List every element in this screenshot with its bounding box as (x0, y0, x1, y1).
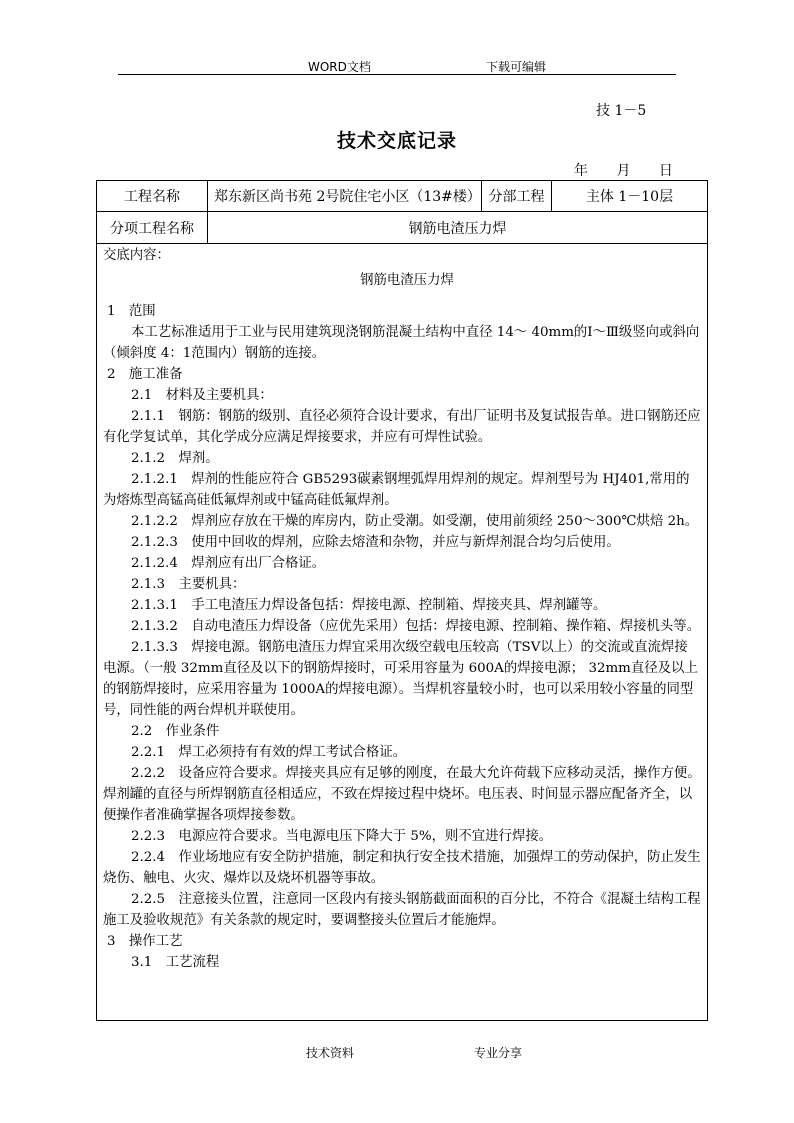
subsection-heading: 2.2 作业条件 (131, 724, 220, 739)
paragraph: 2.2.4 作业场地应有安全防护措施，制定和执行安全技术措施，加强焊工的劳动保护，防止发生烧伤、触电、火灾、爆炸以及烧坏机器等事故。 (103, 850, 701, 886)
date-year: 年 (574, 163, 588, 179)
subsection-heading: 2.1.2 焊剂。 (131, 451, 219, 466)
table-row-subproject (97, 212, 707, 244)
paragraph: 2.1.2.1 焊剂的性能应符合 GB5293碳素钢埋弧焊用焊剂的规定。焊剂型号为 HJ401,常用的为熔炼型高锰高硅低氟焊剂或中锰高硅低氟焊剂。 (103, 472, 690, 508)
paragraph: 2.1.2.3 使用中回收的焊剂，应除去熔渣和杂物，并应与新焊剂混合均匀后使用。 (131, 535, 620, 550)
section-heading: 2 施工准备 (107, 367, 183, 382)
header-rule (118, 74, 676, 75)
date-day: 日 (658, 163, 673, 179)
footer-left-text: 技术资料 (306, 1046, 355, 1060)
content-heading: 钢筋电渣压力焊 (360, 273, 454, 288)
date-month: 月 (616, 163, 631, 179)
page-header (0, 58, 794, 74)
paragraph: 2.2.5 注意接头位置，注意同一区段内有接头钢筋截面面积的百分比，不符合《混凝土结构工程施工及验收规范》有关条款的规定时，要调整接头位置后才能施焊。 (103, 892, 701, 928)
paragraph: 2.1.2.2 焊剂应存放在干燥的库房内，防止受潮。如受潮，使用前须经 250～300℃烘焙 2h。 (131, 514, 699, 529)
subsection-heading: 2.1.3 主要机具： (131, 577, 246, 592)
paragraph: 本工艺标准适用于工业与民用建筑现浇钢筋混凝土结构中直径 14～ 40mm的Ⅰ～Ⅲ级竖向或斜向（倾斜度 4：1范围内）钢筋的连接。 (103, 325, 700, 361)
date-line (574, 160, 687, 180)
subproject-value: 钢筋电渣压力焊 (207, 212, 707, 243)
paragraph: 2.2.1 焊工必须持有有效的焊工考试合格证。 (131, 745, 407, 760)
paragraph: 2.1.2.4 焊剂应有出厂合格证。 (131, 556, 326, 571)
content-label: 交底内容： (103, 248, 170, 263)
project-name-label: 工程名称 (124, 189, 180, 205)
paragraph: 2.2.3 电源应符合要求。当电源电压下降大于 5%，则不宜进行焊接。 (131, 829, 553, 844)
record-table (96, 180, 708, 1021)
subproject-label: 分项工程名称 (110, 220, 194, 237)
subsection-heading: 2.1 材料及主要机具： (131, 388, 273, 403)
division-label: 分部工程 (481, 181, 551, 211)
project-name-value: 郑东新区尚书苑 2号院住宅小区（13#楼） (207, 181, 481, 211)
disclosure-content (103, 245, 701, 973)
section-heading: 3 操作工艺 (107, 934, 183, 949)
paragraph: 2.1.3.3 焊接电源。钢筋电渣压力焊宜采用次级空载电压较高（TSV以上）的交流或直流焊接电源。（一般 32mm直径及以下的钢筋焊接时，可采用容量为 600A的焊接电源； 32mm直径及以上的钢筋焊接时，应采用容量为 1000A的焊接电源）。当焊机容量较小时，也可以采用较小容量的同型号，同性能的两台焊机并联使用。 (103, 640, 698, 718)
header-left-text: WORD文档 (308, 60, 371, 74)
header-right-text: 下载可编辑 (486, 60, 547, 74)
page-title: 技术交底记录 (336, 130, 457, 152)
paragraph: 2.1.3.2 自动电渣压力焊设备（应优先采用）包括：焊接电源、控制箱、操作箱、焊接机头等。 (131, 619, 701, 634)
section-heading: 1 范围 (107, 304, 156, 319)
division-value: 主体 1－10层 (551, 181, 707, 211)
subsection-heading: 3.1 工艺流程 (131, 955, 220, 970)
table-row-project (97, 181, 707, 212)
paragraph: 2.1.1 钢筋：钢筋的级别、直径必须符合设计要求，有出厂证明书及复试报告单。进口钢筋还应有化学复试单，其化学成分应满足焊接要求，并应有可焊性试验。 (103, 409, 701, 445)
footer-right-text: 专业分享 (474, 1046, 523, 1060)
form-code: 技 1－5 (596, 103, 647, 119)
paragraph: 2.2.2 设备应符合要求。焊接夹具应有足够的刚度，在最大允许荷载下应移动灵活，操作方便。焊剂罐的直径与所焊钢筋直径相适应，不致在焊接过程中烧坏。电压表、时间显示器应配备齐全，以便操作者准确掌握各项焊接参数。 (103, 766, 701, 823)
paragraph: 2.1.3.1 手工电渣压力焊设备包括：焊接电源、控制箱、焊接夹具、焊剂罐等。 (131, 598, 607, 613)
